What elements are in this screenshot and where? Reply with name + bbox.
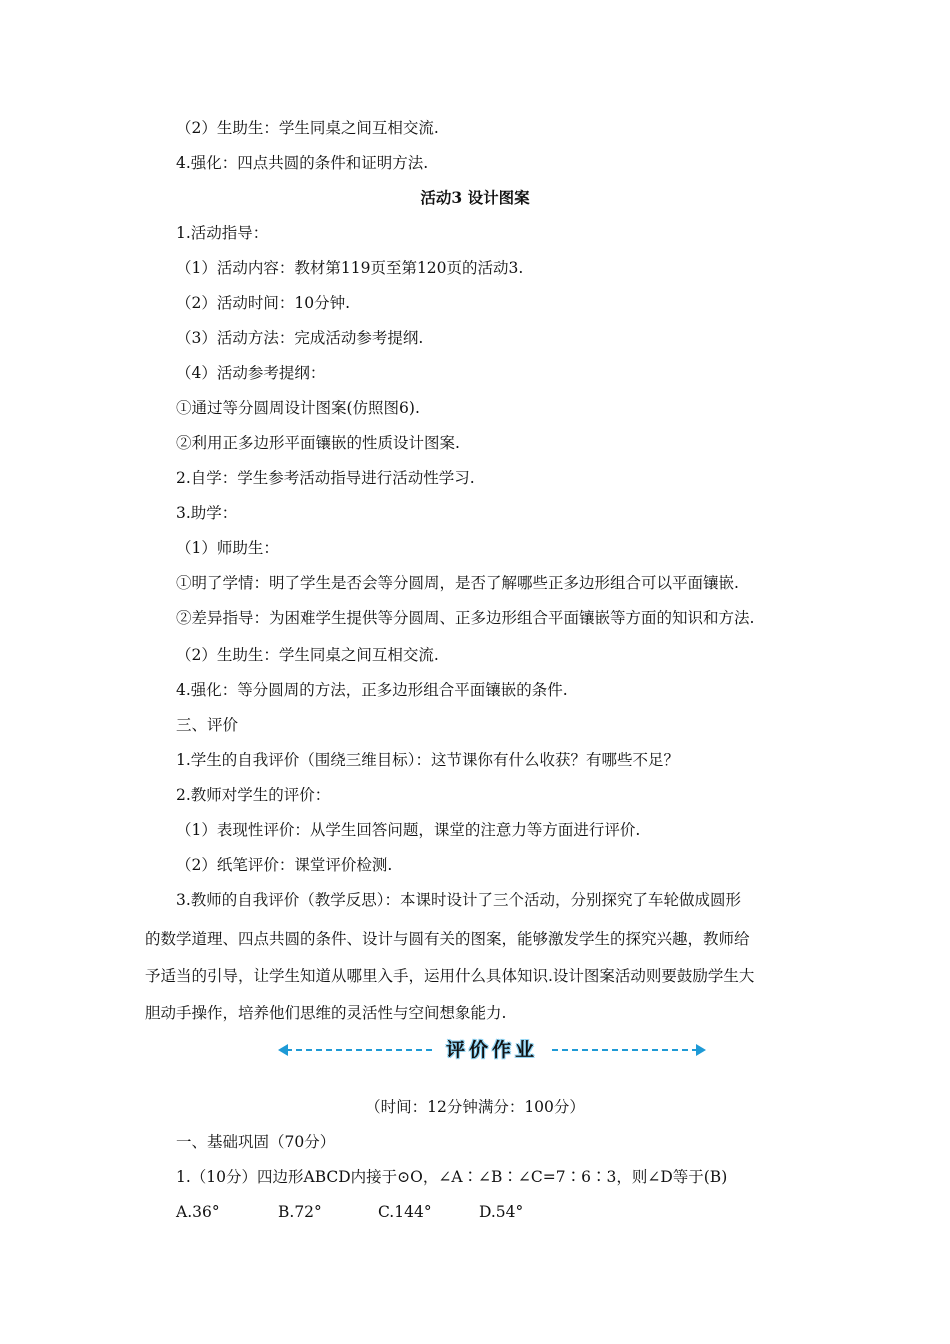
time-note: （时间：12分钟满分：100分） <box>365 1098 585 1116</box>
text-line: ②差异指导：为困难学生提供等分圆周、正多边形组合平面镶嵌等方面的知识和方法. <box>176 609 755 627</box>
banner-title: 评价作业 <box>445 1039 538 1061</box>
section-heading: 一、基础巩固（70分） <box>176 1133 336 1151</box>
text-line: （2）生助生：学生同桌之间互相交流. <box>176 119 439 137</box>
paragraph-line: 胆动手操作，培养他们思维的灵活性与空间想象能力. <box>145 1004 507 1022</box>
text-line: 4.强化：等分圆周的方法，正多边形组合平面镶嵌的条件. <box>176 681 568 699</box>
text-line: （2）活动时间：10分钟. <box>176 294 351 312</box>
question-text: 1.（10分）四边形ABCD内接于⊙O，∠A∶∠B∶∠C=7∶6∶3，则∠D等于(B) <box>176 1168 728 1186</box>
text-line: 1.学生的自我评价（围绕三维目标）：这节课你有什么收获？有哪些不足？ <box>176 751 680 769</box>
text-line: （2）纸笔评价：课堂评价检测. <box>176 856 393 874</box>
text-line: ②利用正多边形平面镶嵌的性质设计图案. <box>176 434 460 452</box>
text-line: 4.强化：四点共圆的条件和证明方法. <box>176 154 429 172</box>
paragraph-line: 予适当的引导，让学生知道从哪里入手，运用什么具体知识.设计图案活动则要鼓励学生大 <box>145 967 755 985</box>
text-line: ①通过等分圆周设计图案(仿照图6). <box>176 399 420 417</box>
paragraph-line: 3.教师的自我评价（教学反思）：本课时设计了三个活动，分别探究了车轮做成圆形 <box>176 891 742 909</box>
text-line: （1）师助生： <box>176 539 279 557</box>
option-a: A.36° <box>176 1203 220 1221</box>
text-line: 2.自学：学生参考活动指导进行活动性学习. <box>176 469 475 487</box>
option-d: D.54° <box>479 1203 524 1221</box>
arrow-right-icon <box>696 1044 706 1056</box>
paragraph-line: 的数学道理、四点共圆的条件、设计与圆有关的图案，能够激发学生的探究兴趣，教师给 <box>145 930 750 948</box>
text-line: ①明了学情：明了学生是否会等分圆周，是否了解哪些正多边形组合可以平面镶嵌. <box>176 574 739 592</box>
banner-divider <box>552 1049 698 1051</box>
text-line: （1）表现性评价：从学生回答问题，课堂的注意力等方面进行评价. <box>176 821 641 839</box>
evaluation-homework-banner <box>278 1036 706 1064</box>
banner-divider <box>286 1049 432 1051</box>
activity-heading: 活动3 设计图案 <box>420 188 530 207</box>
section-heading: 三、评价 <box>176 716 239 734</box>
option-c: C.144° <box>378 1203 432 1221</box>
text-line: （1）活动内容：教材第119页至第120页的活动3. <box>176 259 524 277</box>
text-line: 1.活动指导： <box>176 224 269 242</box>
text-line: （4）活动参考提纲： <box>176 364 326 382</box>
text-line: （3）活动方法：完成活动参考提纲. <box>176 329 424 347</box>
text-line: 2.教师对学生的评价： <box>176 786 331 804</box>
text-line: （2）生助生：学生同桌之间互相交流. <box>176 646 439 664</box>
text-line: 3.助学： <box>176 504 238 522</box>
option-b: B.72° <box>278 1203 322 1221</box>
